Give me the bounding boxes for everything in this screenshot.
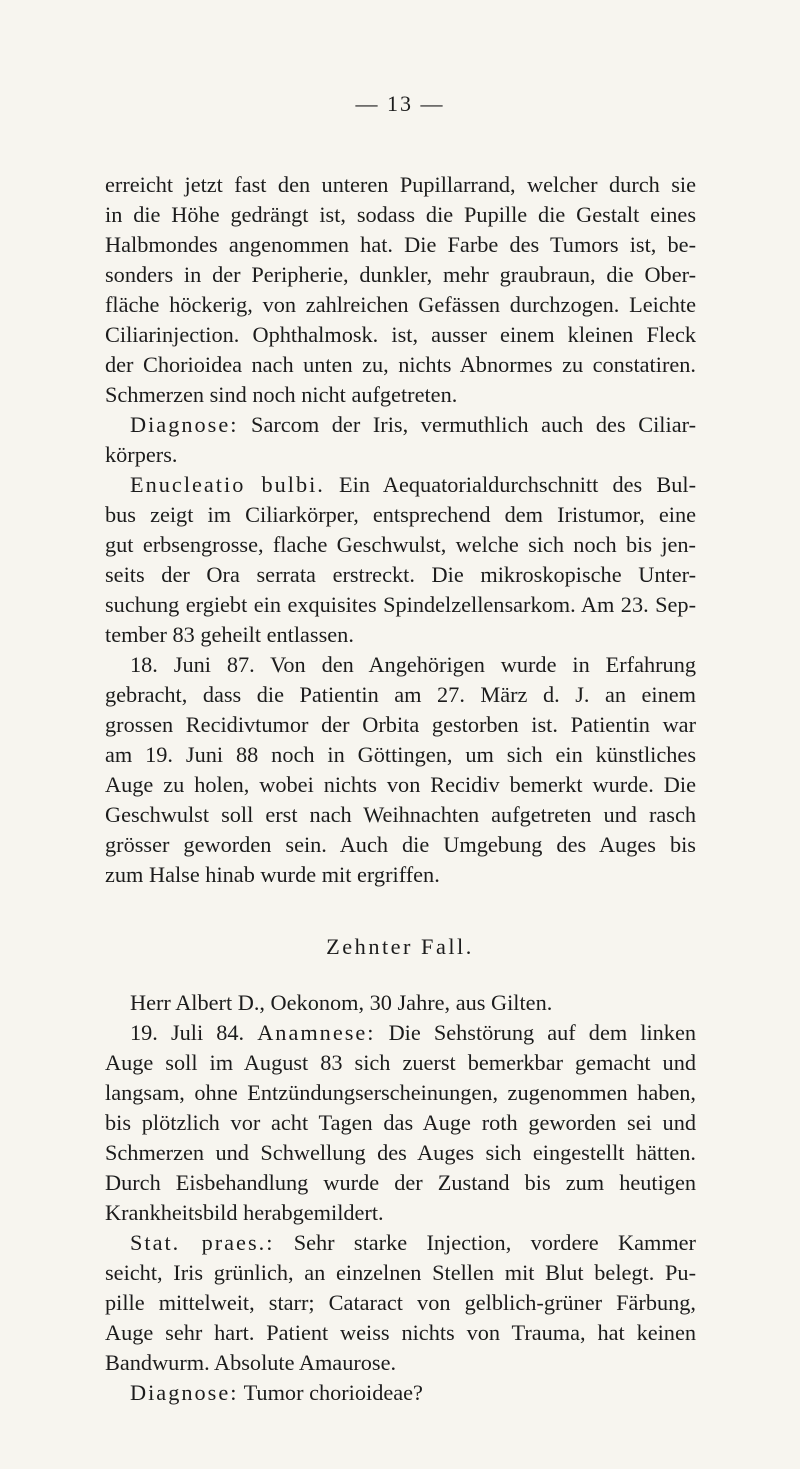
label-stat-praes: Stat. praes.: xyxy=(130,1230,275,1255)
text-line: Krankheitsbild herabgemildert. xyxy=(105,1200,384,1225)
text-fragment: Sehr starke Injection, vordere Kammer xyxy=(274,1230,696,1255)
text-line-diagnose xyxy=(130,410,696,440)
text-line: Geschwulst soll erst nach Weihnachten aufgetreten und rasch xyxy=(105,802,696,827)
text-line: Schmerzen und Schwellung des Auges sich eingestellt hätten. xyxy=(105,1140,696,1165)
text-line: Durch Eisbehandlung wurde der Zustand bis zum heutigen xyxy=(105,1170,696,1195)
text-fragment: Sarcom der Iris, vermuthlich auch des Ciliar- xyxy=(238,412,696,437)
text-line: Ciliarinjection. Ophthalmosk. ist, ausser einem kleinen Fleck xyxy=(105,322,696,347)
text-line: in die Höhe gedrängt ist, sodass die Pupille die Gestalt eines xyxy=(105,202,696,227)
text-line: Auge sehr hart. Patient weiss nichts von Trauma, hat keinen xyxy=(105,1320,696,1345)
text-line: gebracht, dass die Patientin am 27. März d. J. an einem xyxy=(105,682,696,707)
text-fragment: Die Sehstörung auf dem linken xyxy=(375,1020,696,1045)
label-diagnose: Diagnose: xyxy=(130,412,239,437)
text-line: fläche höckerig, von zahlreichen Gefässen durchzogen. Leichte xyxy=(105,292,696,317)
text-line: grossen Recidivtumor der Orbita gestorben ist. Patientin war xyxy=(105,712,696,737)
text-line-enucleatio xyxy=(130,470,696,500)
text-line-stat-praes xyxy=(130,1228,696,1258)
date-fragment: 19. Juli 84. xyxy=(130,1020,245,1045)
text-fragment: Tumor chorioideae? xyxy=(238,1380,423,1405)
text-line: sonders in der Peripherie, dunkler, mehr graubraun, die Ober- xyxy=(105,262,696,287)
text-line: Halbmondes angenommen hat. Die Farbe des Tumors ist, be- xyxy=(105,232,696,257)
text-line: Auge zu holen, wobei nichts von Recidiv bemerkt wurde. Die xyxy=(105,772,696,797)
text-line: der Chorioidea nach unten zu, nichts Abnormes zu constatiren. xyxy=(105,352,696,377)
label-anamnese: Anamnese: xyxy=(257,1020,376,1045)
text-line: Schmerzen sind noch nicht aufgetreten. xyxy=(105,382,458,407)
text-fragment: Ein Aequatorialdurchschnitt des Bul- xyxy=(324,472,696,497)
text-line: am 19. Juni 88 noch in Göttingen, um sich ein künstliches xyxy=(105,742,696,767)
text-line: Herr Albert D., Oekonom, 30 Jahre, aus Gilten. xyxy=(130,990,553,1015)
page-number: — 13 — xyxy=(355,91,445,116)
text-line: langsam, ohne Entzündungserscheinungen, zugenommen haben, xyxy=(105,1080,696,1105)
section-heading: Zehnter Fall. xyxy=(326,934,474,959)
text-line: pille mittelweit, starr; Cataract von gelblich-grüner Färbung, xyxy=(105,1290,696,1315)
text-line: bus zeigt im Ciliarkörper, entsprechend dem Iristumor, eine xyxy=(105,502,696,527)
label-enucleatio: Enucleatio bulbi. xyxy=(130,472,325,497)
text-line-diagnose xyxy=(130,1378,696,1408)
text-line: Bandwurm. Absolute Amaurose. xyxy=(105,1350,397,1375)
text-line-anamnese xyxy=(130,1018,696,1048)
text-line: zum Halse hinab wurde mit ergriffen. xyxy=(105,862,440,887)
text-line: seicht, Iris grünlich, an einzelnen Stellen mit Blut belegt. Pu- xyxy=(105,1260,696,1285)
text-line: 18. Juni 87. Von den Angehörigen wurde in Erfahrung xyxy=(130,652,696,677)
text-line: seits der Ora serrata erstreckt. Die mikroskopische Unter- xyxy=(105,562,696,587)
text-line: Auge soll im August 83 sich zuerst bemerkbar gemacht und xyxy=(105,1050,696,1075)
text-line: bis plötzlich vor acht Tagen das Auge roth geworden sei und xyxy=(105,1110,696,1135)
text-line: erreicht jetzt fast den unteren Pupillarrand, welcher durch sie xyxy=(105,172,696,197)
text-line: grösser geworden sein. Auch die Umgebung des Auges bis xyxy=(105,832,696,857)
text-line: suchung ergiebt ein exquisites Spindelzellensarkom. Am 23. Sep- xyxy=(105,592,696,617)
text-line: gut erbsengrosse, flache Geschwulst, welche sich noch bis jen- xyxy=(105,532,696,557)
text-line: körpers. xyxy=(105,442,178,467)
text-line: tember 83 geheilt entlassen. xyxy=(105,622,354,647)
label-diagnose: Diagnose: xyxy=(130,1380,239,1405)
